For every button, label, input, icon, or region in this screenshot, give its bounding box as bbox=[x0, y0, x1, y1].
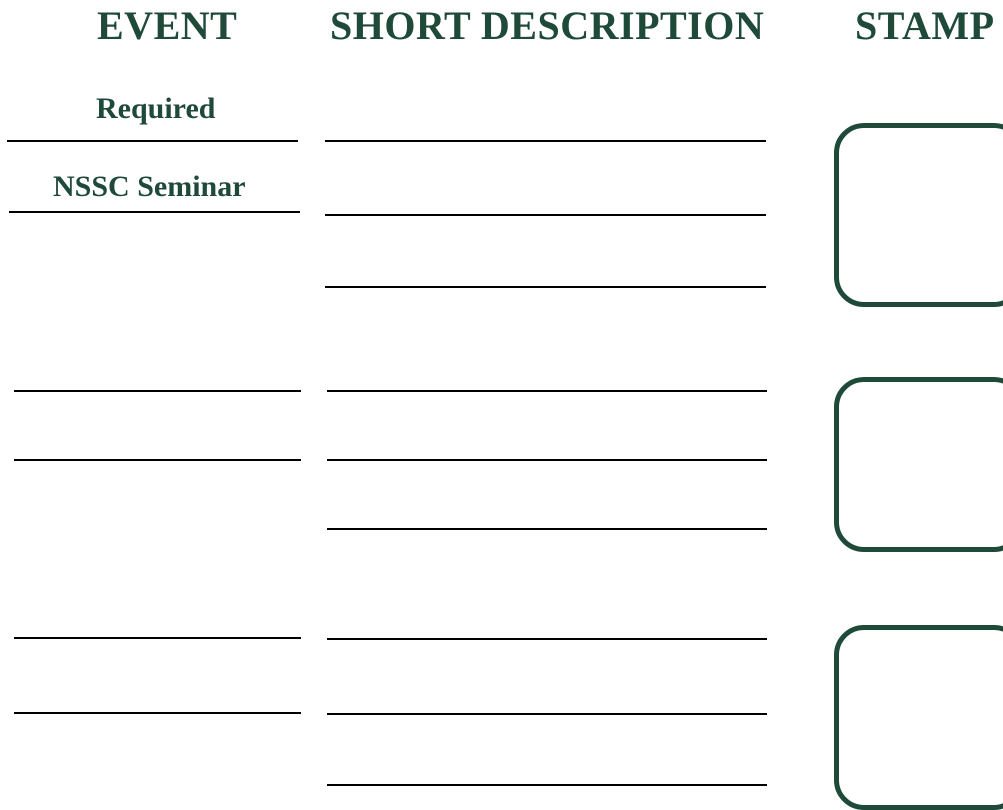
event-line-2[interactable] bbox=[14, 459, 301, 461]
event-line-2-text: NSSC Seminar bbox=[53, 170, 246, 203]
stamp-box[interactable] bbox=[834, 377, 1003, 552]
stamp-box[interactable] bbox=[834, 123, 1003, 307]
short-description-column-header: SHORT DESCRIPTION bbox=[330, 3, 765, 48]
description-line-1[interactable] bbox=[327, 638, 767, 640]
stamp-column-header: STAMP bbox=[855, 3, 995, 48]
event-line-2[interactable] bbox=[9, 211, 300, 213]
event-line-1-text: Required bbox=[96, 92, 216, 125]
description-line-3[interactable] bbox=[325, 286, 766, 288]
event-line-2[interactable] bbox=[14, 712, 301, 714]
description-line-1[interactable] bbox=[325, 140, 766, 142]
event-line-1[interactable] bbox=[14, 390, 301, 392]
description-line-2[interactable] bbox=[327, 459, 767, 461]
description-line-3[interactable] bbox=[327, 528, 767, 530]
stamp-box[interactable] bbox=[834, 625, 1003, 810]
description-line-2[interactable] bbox=[325, 214, 766, 216]
event-line-1[interactable] bbox=[14, 637, 301, 639]
event-column-header: EVENT bbox=[97, 3, 238, 48]
event-line-1[interactable] bbox=[7, 140, 298, 142]
description-line-3[interactable] bbox=[327, 784, 767, 786]
description-line-1[interactable] bbox=[327, 390, 767, 392]
description-line-2[interactable] bbox=[327, 713, 767, 715]
